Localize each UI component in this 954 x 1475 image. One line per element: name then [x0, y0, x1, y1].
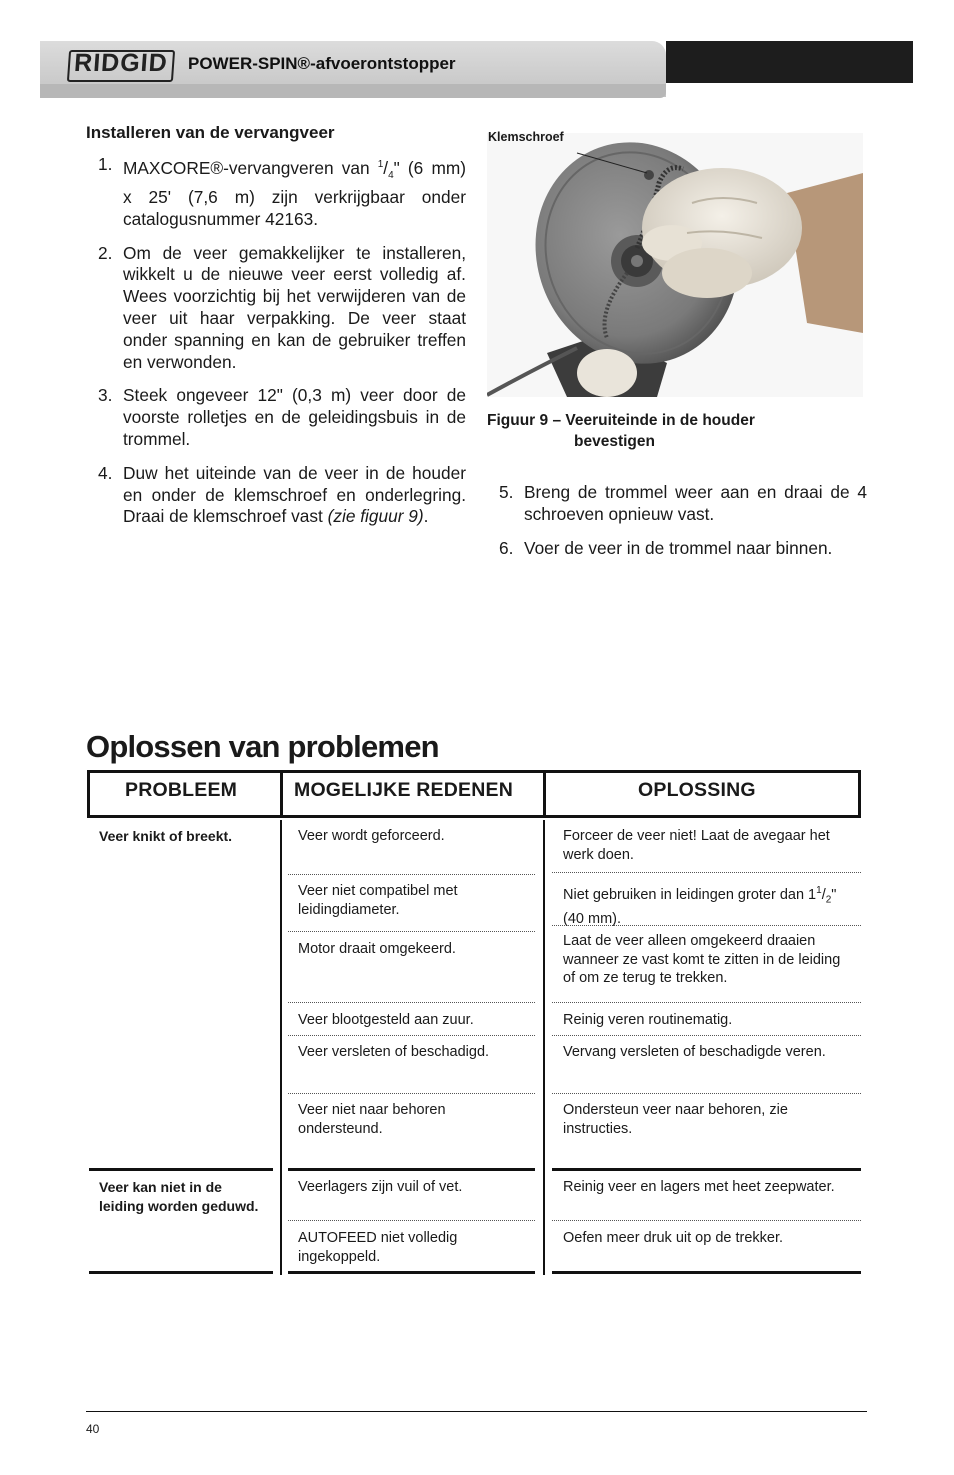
step-item: 6. Voer de veer in de trommel naar binnen.: [499, 537, 833, 558]
row-divider: [552, 872, 861, 873]
solution-cell: Reinig veer en lagers met heet zeepwater.: [563, 1179, 835, 1195]
row-divider: [288, 1002, 535, 1003]
step-item: 4. Duw het uiteinde van de veer in de houder en onder de klemschroef en onderlegring. Draai de klemschroef vast (zie figuur 9).: [98, 462, 466, 527]
page-number: 40: [86, 1422, 100, 1436]
header-title: POWER-SPIN®-afvoerontstopper: [188, 54, 456, 73]
column-header-oplossing: OPLOSSING: [638, 779, 756, 801]
solution-cell: Vervang versleten of beschadigde veren.: [563, 1044, 826, 1060]
row-divider: [288, 931, 535, 932]
problem-cell: Veer kan niet in de leiding worden geduwd.: [99, 1179, 259, 1214]
solution-cell: Oefen meer druk uit op de trekker.: [563, 1230, 784, 1246]
solution-cell: Niet gebruiken in leidingen groter dan $1^1/_2$" (40 mm).: [563, 885, 837, 928]
header-divider: [280, 770, 283, 818]
row-divider: [552, 1035, 861, 1036]
row-divider: [552, 1002, 861, 1003]
figure-callout-label: Klemschroef: [488, 130, 564, 144]
header-black-block: [666, 41, 913, 83]
steps-list-left: [86, 154, 466, 540]
row-divider: [288, 1093, 535, 1094]
figure-9-photo: [487, 133, 863, 397]
ridgid-logo: RIDGID: [67, 50, 175, 82]
troubleshooting-title: Oplossen van problemen: [86, 729, 439, 764]
row-divider: [552, 1220, 861, 1221]
row-divider: [552, 1093, 861, 1094]
column-divider: [280, 820, 282, 1275]
footer-rule: [86, 1411, 867, 1412]
group-divider: [552, 1168, 861, 1171]
header-bar-shadow: [40, 84, 666, 98]
column-divider: [543, 820, 545, 1275]
cause-cell: Veer niet compatibel met leidingdiameter.: [298, 883, 458, 918]
step-item: 3. Steek ongeveer 12" (0,3 m) veer door de voorste rolletjes en de geleidingsbuis in de trommel.: [98, 385, 466, 449]
cause-cell: AUTOFEED niet volledig ingekoppeld.: [298, 1230, 458, 1265]
group-divider: [89, 1168, 273, 1171]
cause-cell: Veer blootgesteld aan zuur.: [298, 1012, 474, 1028]
step-item: 1. MAXCORE®-vervangveren van $^1/_4$" (6 mm) x 25' (7,6 m) zijn verkrijgbaar onder catalogusnummer 42163.: [98, 154, 466, 229]
solution-cell: Ondersteun veer naar behoren, zie instructies.: [563, 1102, 788, 1137]
table-bottom-line: [288, 1271, 535, 1274]
row-divider: [288, 1035, 535, 1036]
column-header-redenen: MOGELIJKE REDENEN: [294, 779, 514, 801]
section-heading: Installeren van de vervangveer: [86, 123, 335, 142]
solution-cell: Reinig veren routinematig.: [563, 1012, 733, 1028]
cause-cell: Veer versleten of beschadigd.: [298, 1044, 490, 1060]
cause-cell: Veerlagers zijn vuil of vet.: [298, 1179, 463, 1195]
row-divider: [288, 874, 535, 875]
table-bottom-line: [552, 1271, 861, 1274]
step-item: 5. Breng de trommel weer aan en draai de 4 schroeven opnieuw vast.: [499, 482, 867, 524]
column-header-probleem: PROBLEEM: [125, 779, 238, 801]
table-bottom-line: [89, 1271, 273, 1274]
cause-cell: Veer niet naar behoren ondersteund.: [298, 1102, 446, 1137]
solution-cell: Forceer de veer niet! Laat de avegaar het werk doen.: [563, 828, 830, 863]
cause-cell: Motor draait omgekeerd.: [298, 941, 456, 957]
figure-caption: Figuur 9 – Veeruiteinde in de houder bevestigen: [487, 412, 755, 450]
solution-cell: Laat de veer alleen omgekeerd draaien wanneer ze vast komt te zitten in de leiding of om ze terug te trekken.: [563, 933, 841, 986]
problem-cell: Veer knikt of breekt.: [99, 828, 233, 844]
group-divider: [288, 1168, 535, 1171]
row-divider: [288, 1220, 535, 1221]
step-item: 2. Om de veer gemakkelijker te installeren, wikkelt u de nieuwe veer eerst volledig af. Wees voorzichtig bij het verwijderen van de veer uit haar verpakking. De veer staat onder spanning en kan de gebruiker treffen en verwonden.: [98, 242, 466, 372]
cause-cell: Veer wordt geforceerd.: [298, 828, 445, 844]
steps-list-right: [487, 482, 867, 571]
header-divider: [543, 770, 546, 818]
